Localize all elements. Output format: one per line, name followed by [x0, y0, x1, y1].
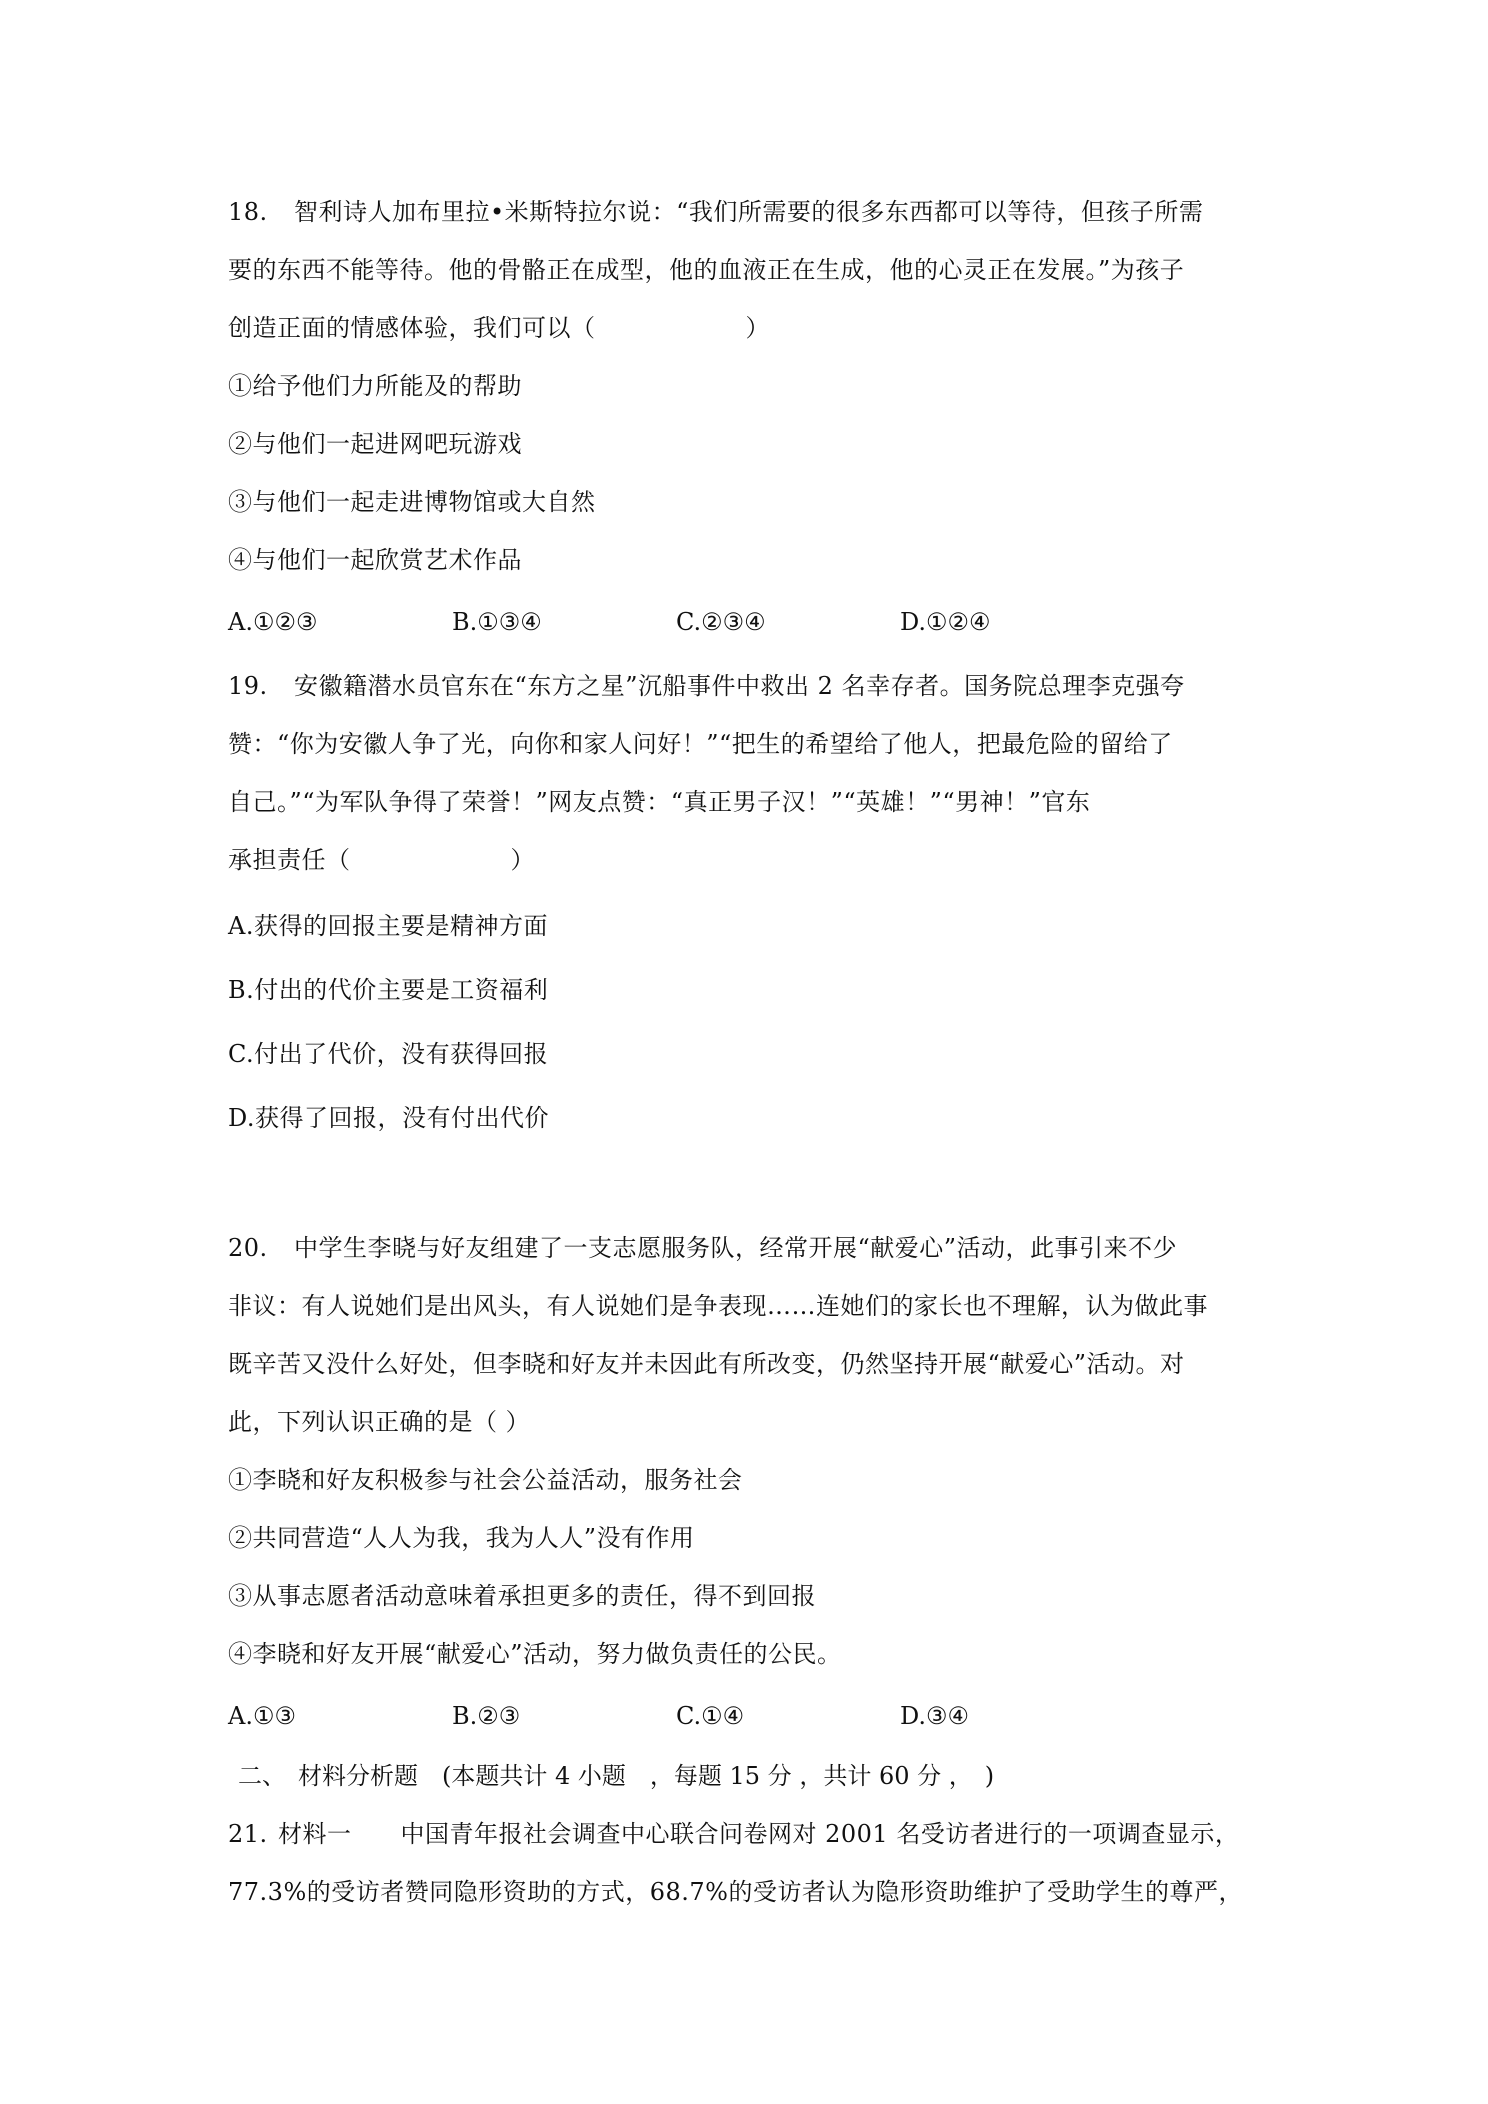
q20-line-3: 既辛苦又没什么好处，但李晓和好友并未因此有所改变，仍然坚持开展“献爱心”活动。对: [228, 1350, 1185, 1378]
q19-number: 19.: [228, 672, 268, 700]
q20-line-2: 非议：有人说她们是出风头，有人说她们是争表现……连她们的家长也不理解，认为做此事: [228, 1292, 1208, 1320]
q20-line-4: 此，下列认识正确的是（ ）: [228, 1408, 531, 1436]
q18-option-a: A.①②③: [228, 608, 318, 636]
section-2-heading: 二、 材料分析题 (本题共计 4 小题 ，每题 15 分 ，共计 60 分 ， ): [238, 1762, 995, 1790]
q18-item-2: ②与他们一起进网吧玩游戏: [228, 430, 522, 458]
q20-option-a: A.①③: [228, 1702, 296, 1730]
q18-line-1: 18. 智利诗人加布里拉•米斯特拉尔说：“我们所需要的很多东西都可以等待，但孩子所需: [228, 198, 1204, 226]
q21-number: 21.: [228, 1820, 268, 1848]
q20-number: 20.: [228, 1234, 268, 1262]
q18-number: 18.: [228, 198, 268, 226]
q19-option-d: D.获得了回报，没有付出代价: [228, 1104, 550, 1132]
q18-item-1: ①给予他们力所能及的帮助: [228, 372, 522, 400]
q18-item-4: ④与他们一起欣赏艺术作品: [228, 546, 522, 574]
q19-option-a: A.获得的回报主要是精神方面: [228, 912, 548, 940]
q20-option-b: B.②③: [452, 1702, 521, 1730]
q21-line-2: 77.3%的受访者赞同隐形资助的方式，68.7%的受访者认为隐形资助维护了受助学生的尊严，: [228, 1878, 1243, 1906]
q19-line-4: 承担责任（ ）: [228, 846, 535, 874]
q19-line-3: 自己。”“为军队争得了荣誉！”网友点赞：“真正男子汉！”“英雄！”“男神！”官东: [228, 788, 1091, 816]
q18-option-c: C.②③④: [676, 608, 766, 636]
q19-line-2: 赞：“你为安徽人争了光，向你和家人问好！”“把生的希望给了他人，把最危险的留给了: [228, 730, 1173, 758]
q18-line-3: 创造正面的情感体验，我们可以（ ）: [228, 314, 770, 342]
q19-option-c: C.付出了代价，没有获得回报: [228, 1040, 549, 1068]
q20-item-3: ③从事志愿者活动意味着承担更多的责任，得不到回报: [228, 1582, 816, 1610]
q18-line-2: 要的东西不能等待。他的骨骼正在成型，他的血液正在生成，他的心灵正在发展。”为孩子: [228, 256, 1185, 284]
q20-option-d: D.③④: [900, 1702, 970, 1730]
q18-option-d: D.①②④: [900, 608, 991, 636]
q21-line-1: 21. 材料一 中国青年报社会调查中心联合问卷网对 2001 名受访者进行的一项调查显示，: [228, 1820, 1240, 1848]
q18-item-3: ③与他们一起走进博物馆或大自然: [228, 488, 596, 516]
q19-option-b: B.付出的代价主要是工资福利: [228, 976, 549, 1004]
q20-item-4: ④李晓和好友开展“献爱心”活动，努力做负责任的公民。: [228, 1640, 842, 1668]
q20-item-2: ②共同营造“人人为我，我为人人”没有作用: [228, 1524, 695, 1552]
q20-line-1: 20. 中学生李晓与好友组建了一支志愿服务队，经常开展“献爱心”活动，此事引来不少: [228, 1234, 1178, 1262]
q18-option-b: B.①③④: [452, 608, 542, 636]
q20-item-1: ①李晓和好友积极参与社会公益活动，服务社会: [228, 1466, 743, 1494]
q20-option-c: C.①④: [676, 1702, 745, 1730]
q19-line-1: 19. 安徽籍潜水员官东在“东方之星”沉船事件中救出 2 名幸存者。国务院总理李克强夸: [228, 672, 1185, 700]
